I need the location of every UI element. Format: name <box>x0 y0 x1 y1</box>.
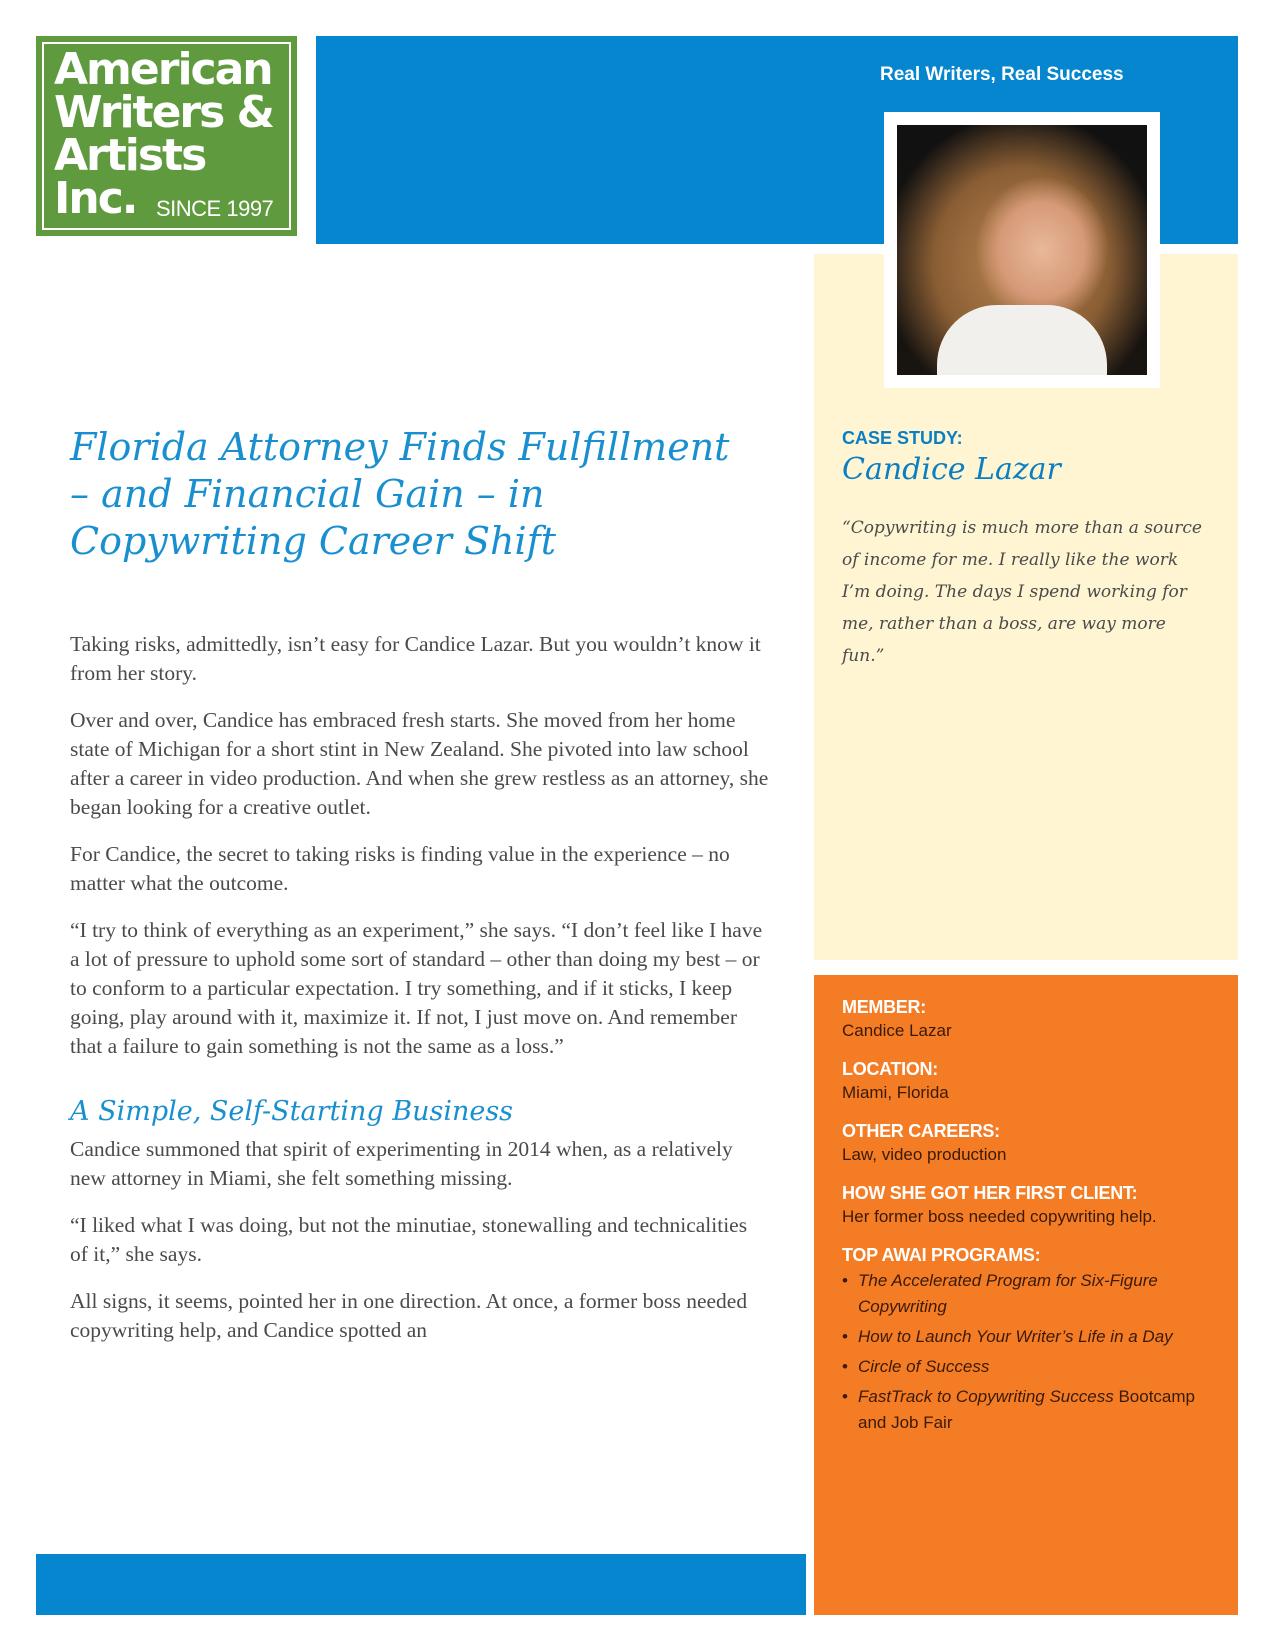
fact-location <box>842 1058 1222 1106</box>
header-tagline: Real Writers, Real Success <box>880 64 1124 85</box>
awai-logo <box>36 36 297 236</box>
fact-member <box>842 996 1222 1044</box>
logo-wordmark <box>54 44 273 224</box>
fact-programs <box>842 1244 1222 1436</box>
case-study-quote: “Copywriting is much more than a source of income for me. I really like the work I’m doing. The days I spend working for me, rather than a boss, are way more fun.” <box>842 518 1202 666</box>
member-facts <box>842 996 1222 1450</box>
profile-photo <box>897 125 1147 375</box>
fact-value: Candice Lazar <box>842 1021 952 1040</box>
article-paragraph: “I liked what I was doing, but not the minutiae, stonewalling and technicalities of it,” she says. <box>70 1213 748 1266</box>
program-item: • Circle of Success <box>842 1354 1222 1380</box>
fact-value: Her former boss needed copywriting help. <box>842 1207 1157 1226</box>
logo-line: American <box>54 44 272 95</box>
case-study-label: CASE STUDY: <box>842 428 963 448</box>
programs-list <box>842 1268 1222 1436</box>
article-paragraph: “I try to think of everything as an experiment,” she says. “I don’t feel like I have a lot of pressure to uphold some sort of standard – other than doing my best – or to conform to a particular expectation. I try something, and if it sticks, I keep going, play around with it, maximize it. If not, I just move on. And remember that a failure to gain something is not the same as a loss.” <box>70 918 763 1058</box>
photo-shirt <box>937 305 1107 375</box>
article-paragraph: Taking risks, admittedly, isn’t easy for Candice Lazar. But you wouldn’t know it from her story. <box>70 632 761 685</box>
fact-value: Miami, Florida <box>842 1083 949 1102</box>
fact-label: LOCATION: <box>842 1059 938 1079</box>
fact-value: Law, video production <box>842 1145 1007 1164</box>
bullet-icon: • <box>842 1327 848 1346</box>
article-paragraph: Over and over, Candice has embraced fresh starts. She moved from her home state of Michigan for a short stint in New Zealand. She pivoted into law school after a career in video production. And when she grew restless as an attorney, she began looking for a creative outlet. <box>70 708 769 819</box>
profile-photo-frame <box>884 112 1160 388</box>
program-item: • The Accelerated Program for Six-Figure Copywriting <box>842 1268 1222 1320</box>
footer-bar <box>36 1554 806 1615</box>
bullet-icon: • <box>842 1357 848 1376</box>
logo-line: Writers & <box>54 87 273 138</box>
logo-line: Inc. <box>54 173 137 224</box>
fact-first-client <box>842 1182 1222 1230</box>
bullet-icon: • <box>842 1271 848 1290</box>
program-item: • FastTrack to Copywriting Success Bootcamp and Job Fair <box>842 1384 1222 1436</box>
article-body <box>70 630 770 1363</box>
logo-line: Artists <box>54 130 206 181</box>
logo-since: SINCE 1997 <box>156 196 274 221</box>
article-paragraph: For Candice, the secret to taking risks is finding value in the experience – no matter what the outcome. <box>70 842 730 895</box>
article-paragraph: All signs, it seems, pointed her in one direction. At once, a former boss needed copywriting help, and Candice spotted an <box>70 1289 748 1342</box>
article-headline: Florida Attorney Finds Fulfillment – and Financial Gain – in Copywriting Career Shift <box>70 425 730 563</box>
fact-other-careers <box>842 1120 1222 1168</box>
program-item: • How to Launch Your Writer’s Life in a Day <box>842 1324 1222 1350</box>
bullet-icon: • <box>842 1387 848 1406</box>
article-subhead: A Simple, Self-Starting Business <box>70 1096 514 1127</box>
fact-label: OTHER CAREERS: <box>842 1121 1000 1141</box>
article-paragraph: Candice summoned that spirit of experimenting in 2014 when, as a relatively new attorney in Miami, she felt something missing. <box>70 1137 733 1190</box>
fact-label: HOW SHE GOT HER FIRST CLIENT: <box>842 1183 1138 1203</box>
fact-label: TOP AWAI PROGRAMS: <box>842 1245 1041 1265</box>
fact-label: MEMBER: <box>842 997 926 1017</box>
case-study-name: Candice Lazar <box>842 452 1061 487</box>
